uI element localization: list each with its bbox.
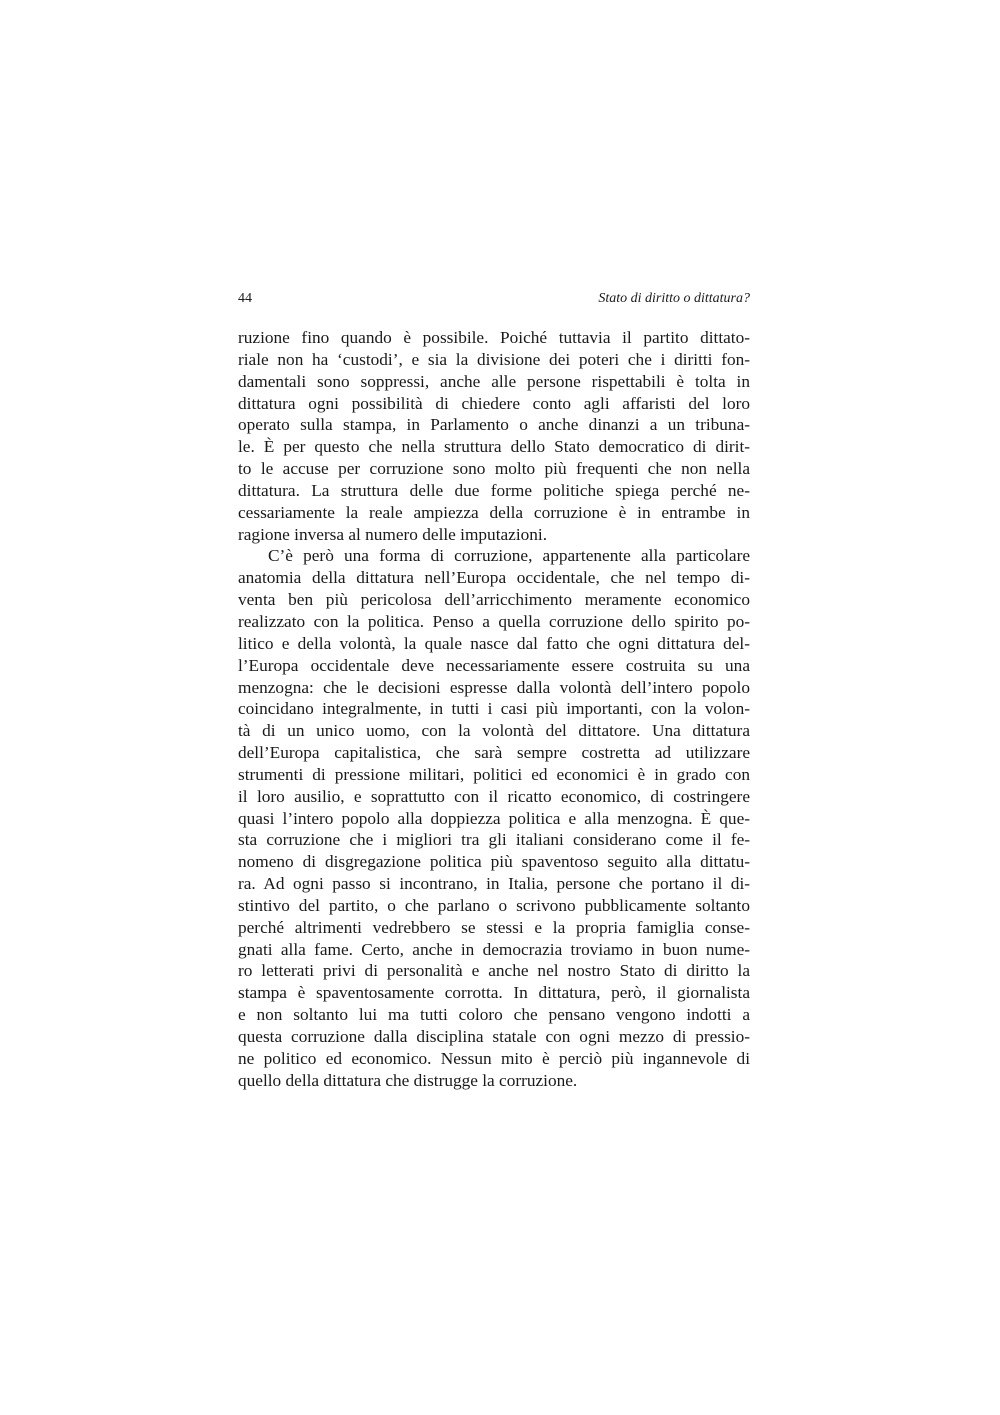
text-line: sta corruzione che i migliori tra gli italiani considerano come il fe-	[238, 830, 750, 850]
paragraph-1	[238, 327, 750, 545]
text-line: dittatura ogni possibilità di chiedere conto agli affaristi del loro	[238, 393, 750, 413]
text-line: ragione inversa al numero delle imputazioni.	[238, 524, 548, 544]
text-line: damentali sono soppressi, anche alle persone rispettabili è tolta in	[238, 371, 750, 391]
text-line: venta ben più pericolosa dell’arricchimento meramente economico	[238, 590, 750, 610]
text-line: strumenti di pressione militari, politici ed economici è in grado con	[238, 764, 750, 784]
text-line: menzogna: che le decisioni espresse dalla volontà dell’intero popolo	[238, 677, 750, 697]
text-line: dittatura. La struttura delle due forme politiche spiega perché ne-	[238, 480, 750, 500]
text-line: ro letterati privi di personalità e anche nel nostro Stato di diritto la	[238, 961, 750, 981]
text-line: riale non ha ‘custodi’, e sia la divisione dei poteri che i diritti fon-	[238, 349, 750, 369]
text-line: anatomia della dittatura nell’Europa occidentale, che nel tempo di-	[238, 568, 750, 588]
text-line: litico e della volontà, la quale nasce dal fatto che ogni dittatura del-	[238, 633, 750, 653]
text-line: quello della dittatura che distrugge la corruzione.	[238, 1070, 578, 1090]
text-line: e non soltanto lui ma tutti coloro che pensano vengono indotti a	[238, 1005, 750, 1025]
text-line: C’è però una forma di corruzione, appartenente alla particolare	[268, 546, 750, 566]
text-line: perché altrimenti vedrebbero se stessi e la propria famiglia conse-	[238, 917, 750, 937]
text-line: stampa è spaventosamente corrotta. In dittatura, però, il giornalista	[238, 983, 750, 1003]
text-line: coincidano integralmente, in tutti i casi più importanti, con la volon-	[238, 699, 750, 719]
text-line: gnati alla fame. Certo, anche in democrazia troviamo in buon nume-	[238, 939, 750, 959]
text-line: cessariamente la reale ampiezza della corruzione è in entrambe in	[238, 502, 750, 522]
paragraph-2	[238, 545, 750, 1091]
running-title: Stato di diritto o dittatura?	[598, 291, 750, 306]
text-line: quasi l’intero popolo alla doppiezza politica e alla menzogna. È que-	[238, 808, 750, 828]
text-line: ne politico ed economico. Nessun mito è perciò più ingannevole di	[238, 1048, 750, 1068]
text-line: stintivo del partito, o che parlano o scrivono pubblicamente soltanto	[238, 895, 750, 915]
text-line: ra. Ad ogni passo si incontrano, in Italia, persone che portano il di-	[238, 874, 750, 894]
text-line: operato sulla stampa, in Parlamento o anche dinanzi a un tribuna-	[238, 415, 750, 435]
text-line: tà di un unico uomo, con la volontà del dittatore. Una dittatura	[238, 721, 750, 741]
page-number: 44	[238, 291, 252, 306]
text-line: questa corruzione dalla disciplina statale con ogni mezzo di pressio-	[238, 1027, 750, 1046]
text-line: le. È per questo che nella struttura dello Stato democratico di dirit-	[238, 437, 750, 457]
text-line: nomeno di disgregazione politica più spaventoso seguito alla dittatu-	[238, 852, 750, 872]
text-line: realizzato con la politica. Penso a quella corruzione dello spirito po-	[238, 611, 750, 631]
text-line: il loro ausilio, e soprattutto con il ricatto economico, di costringere	[238, 786, 750, 806]
text-line: dell’Europa capitalistica, che sarà sempre costretta ad utilizzare	[238, 743, 750, 763]
text-line: l’Europa occidentale deve necessariamente essere costruita su una	[238, 655, 750, 675]
running-head	[238, 289, 750, 309]
body-text	[238, 327, 750, 1092]
text-line: to le accuse per corruzione sono molto più frequenti che non nella	[238, 459, 750, 479]
text-line: ruzione fino quando è possibile. Poiché tuttavia il partito dittato-	[238, 328, 750, 347]
